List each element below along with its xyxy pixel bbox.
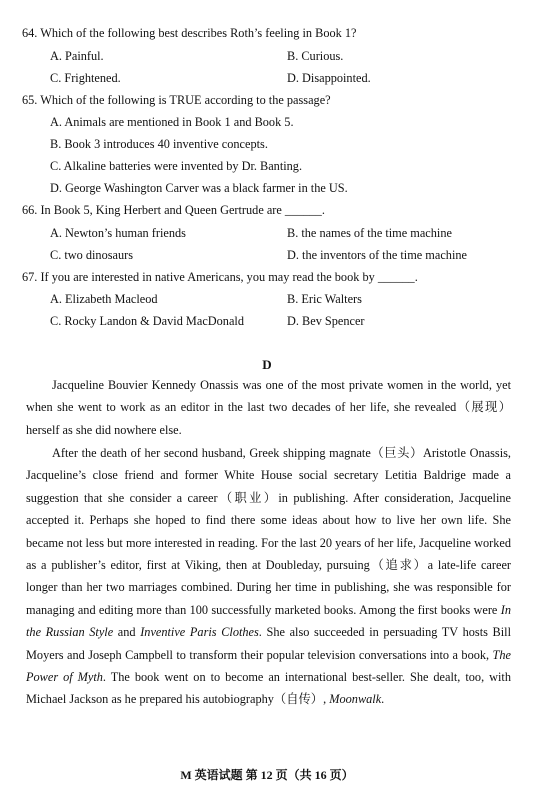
question-65-option-d: D. George Washington Carver was a black farmer in the US. [50, 181, 348, 195]
question-67-stem: 67. If you are interested in native Americans, you may read the book by ______. [22, 270, 418, 284]
paragraph-2-text-1: After the death of her second husband, Greek shipping magnate（巨头）Aristotle Onassis, Jacqueline’s close friend and former White House social secretary Letitia Baldrige made a suggestion that she consider a career（职业）in publishing. After consideration, Jacqueline accepted it. Perhaps she hoped to find there some ideas about how to live her own life. She became not less but more interested in reading. For the last 20 years of her life, Jacqueline worked as a publisher’s editor, first at Viking, then at Doubleday, pursuing（追求）a late-life career longer than her two marriages combined. During her time in publishing, she was responsible for managing and editing more than 100 successfully marketed books. Among the first books were [26, 446, 511, 617]
paragraph-2-text-2: and [113, 625, 141, 640]
paragraph-2-text-3: . She also succeeded in persuading TV hosts Bill Moyers and Joseph Campbell to transform their popular television conversations into a book, [26, 625, 511, 662]
passage-paragraph-1: Jacqueline Bouvier Kennedy Onassis was one of the most private women in the world, yet when she went to work as an editor in the last two decades of her life, she revealed（展现）herself as she did nowhere else. [26, 378, 511, 437]
question-65-option-c: C. Alkaline batteries were invented by Dr. Banting. [50, 159, 303, 173]
question-66-option-a: A. Newton’s human friends [50, 226, 186, 240]
question-65-stem: 65. Which of the following is TRUE according to the passage? [22, 93, 331, 107]
question-67-option-a: A. Elizabeth Macleod [50, 292, 158, 306]
question-65-option-b: B. Book 3 introduces 40 inventive concepts. [50, 137, 268, 151]
paragraph-2-text-4: . The book went on to become an international best-seller. She dealt, too, with Michael Jackson as he prepared his autobiography（自传）, [26, 670, 511, 707]
book-title-power-of-myth: The Power of Myth [26, 647, 511, 685]
question-65-option-a: A. Animals are mentioned in Book 1 and Book 5. [50, 115, 294, 129]
question-66-option-c: C. two dinosaurs [50, 248, 134, 262]
question-64-option-b: B. Curious. [287, 49, 344, 63]
book-title-russian-style: In the Russian Style [26, 602, 511, 640]
question-67-option-b: B. Eric Walters [287, 292, 362, 306]
question-64-option-d: D. Disappointed. [287, 71, 371, 85]
book-title-moonwalk: Moonwalk [329, 692, 382, 707]
question-64-option-a: A. Painful. [50, 49, 104, 63]
question-66-option-b: B. the names of the time machine [287, 226, 452, 240]
question-67-option-d: D. Bev Spencer [287, 314, 365, 328]
question-64-stem: 64. Which of the following best describes Roth’s feeling in Book 1? [22, 26, 357, 40]
page-footer: M 英语试题 第 12 页（共 16 页） [180, 768, 354, 782]
question-66-stem: 66. In Book 5, King Herbert and Queen Gertrude are ______. [22, 203, 325, 217]
section-heading: D [262, 357, 272, 372]
book-title-inventive-paris-clothes: Inventive Paris Clothes [140, 625, 259, 640]
question-64-option-c: C. Frightened. [50, 71, 121, 85]
question-67-option-c: C. Rocky Landon & David MacDonald [50, 314, 244, 328]
question-66-option-d: D. the inventors of the time machine [287, 248, 467, 262]
paragraph-2-text-5: . [381, 692, 385, 707]
passage-paragraph-2 [26, 442, 511, 711]
